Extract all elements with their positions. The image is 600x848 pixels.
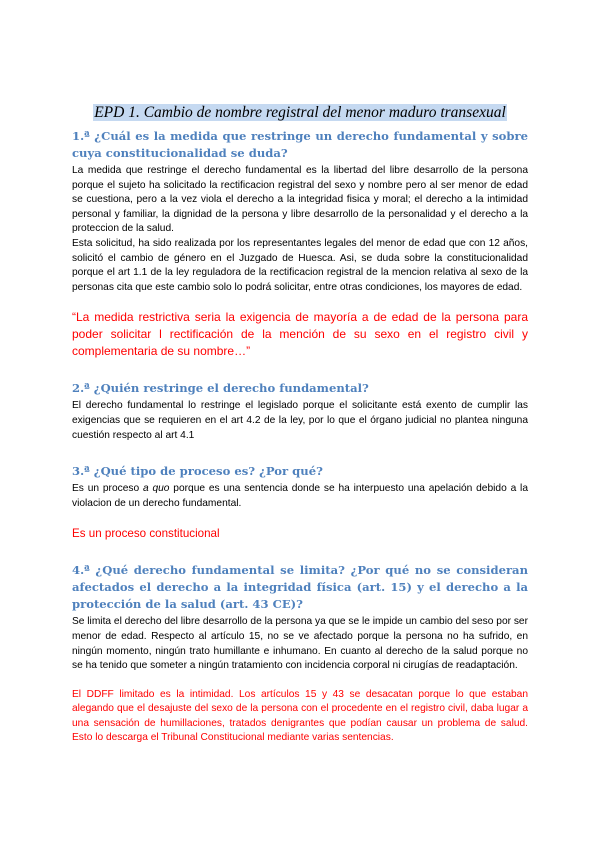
question-3-comment: Es un proceso constitucional xyxy=(72,527,220,541)
question-1-comment: “La medida restrictiva seria la exigencia de mayoría a de edad de la persona para poder solicitar l rectificación de la mención de su sexo en el registro civil y complementaria de su nombre…” xyxy=(72,310,528,359)
question-4-comment: El DDFF limitado es la intimidad. Los artículos 15 y 43 se desacatan porque lo que estaban alegando que el desajuste del sexo de la persona con el procedente en el registro civil, daba lugar a una sensación de humillaciones, tratados denigrantes que podían causar un problema de salud. Esto lo descarga el Tribunal Constitucional mediante varias sentencias. xyxy=(72,688,528,744)
question-1-answer-p2: Esta solicitud, ha sido realizada por los representantes legales del menor de edad que con 12 años, solicitó el cambio de género en el Juzgado de Huesca. Asi, se duda sobre la constitucionalidad porque el art 1.1 de la ley reguladora de la rectificacion registral de la mencion relativa al sexo de la personas cita que este cambio solo lo podrá solicitar, entre otras condiciones, los mayores de edad. xyxy=(72,237,528,293)
answer-text: porque es una sentencia donde se ha interpuesto una apelación debido a la violacion de un derecho fundamental. xyxy=(72,483,528,509)
question-3-answer xyxy=(72,482,528,511)
document-title xyxy=(72,104,528,122)
question-4-answer: Se limita el derecho del libre desarrollo de la persona ya que se le impide un cambio del seso por ser menor de edad. Respecto al artículo 15, no se ve afectado porque la persona no ha sufrido, en ningún momento, ningún trato humillante e inhumano. En cuanto al derecho de la salud porque no se ha tenido que someter a ningún tratamiento con incidencia corporal ni cirugías de readaptación. xyxy=(72,616,528,672)
answer-text: Es un proceso xyxy=(72,483,143,495)
title-highlight: EPD 1. Cambio de nombre registral del menor maduro transexual xyxy=(94,104,506,121)
document-content xyxy=(72,104,528,746)
question-4-heading: 4.ª ¿Qué derecho fundamental se limita? ¿Por qué no se consideran afectados el derecho a la integridad física (art. 15) y el derecho a la protección de la salud (art. 43 CE)? xyxy=(72,563,528,612)
answer-italic-term: a quo xyxy=(142,483,170,495)
question-2-heading: 2.ª ¿Quién restringe el derecho fundamental? xyxy=(72,381,369,396)
question-1-answer-p1: La medida que restringe el derecho fundamental es la libertad del libre desarrollo de la persona porque el sujeto ha solicitado la rectificacion registral del sexo y nombre pero al ser menor de edad se cuestiona, pero a la vez viola el derecho a la integridad fisica y moral; el derecho a la intimidad personal y familiar, la dignidad de la persona y libre desarrollo de la personalidad y el derecho a la proteccion de la salud. xyxy=(72,165,528,235)
question-3-heading: 3.ª ¿Qué tipo de proceso es? ¿Por qué? xyxy=(72,464,323,479)
question-2-answer: El derecho fundamental lo restringe el legislado porque el solicitante está exento de cumplir las exigencias que se requieren en el art 4.2 de la ley, por lo que el órgano judicial no plantea ninguna cuestión respecto al art 4.1 xyxy=(72,400,528,441)
question-1-heading: 1.ª ¿Cuál es la medida que restringe un derecho fundamental y sobre cuya constitucionalidad se duda? xyxy=(72,129,528,160)
